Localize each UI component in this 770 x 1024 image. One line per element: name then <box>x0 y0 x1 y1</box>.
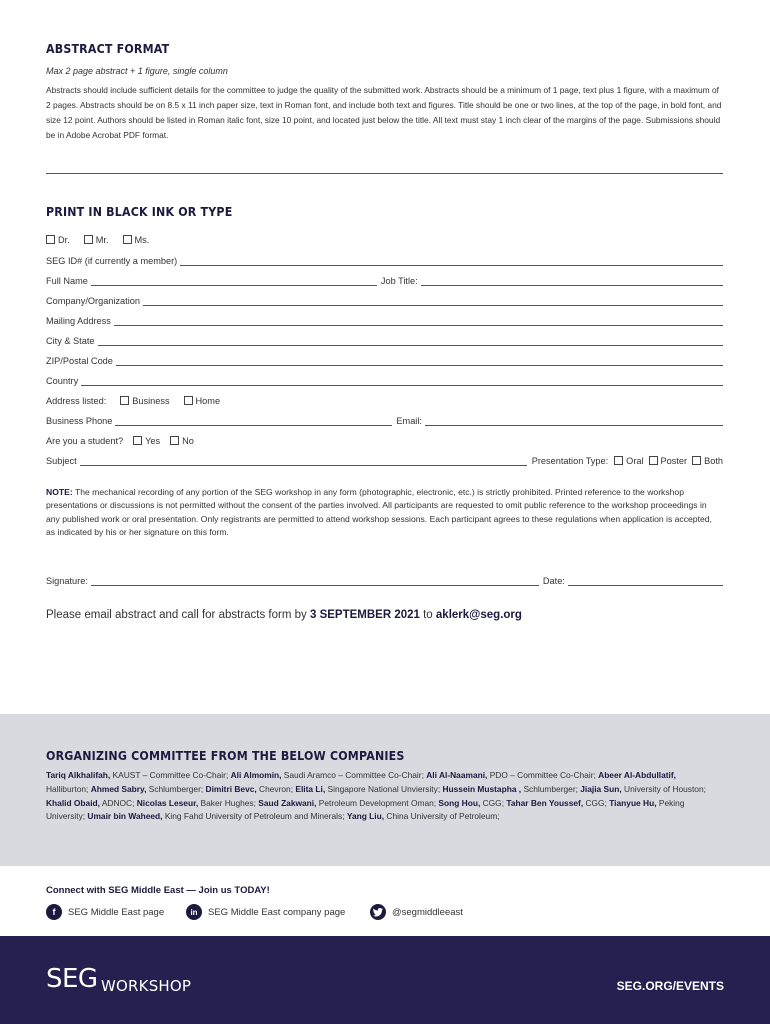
committee-members <box>46 769 706 824</box>
committee-member-name: Jiajia Sun, <box>580 783 622 794</box>
mailing-address-label: Mailing Address <box>46 316 111 326</box>
name-row <box>46 272 723 286</box>
committee-member-name: Tianyue Hu, <box>609 797 657 808</box>
presentation-type-label: Presentation Type: <box>531 456 609 466</box>
presentation-option-poster[interactable]: Poster <box>649 456 688 466</box>
company-row <box>46 292 723 306</box>
seg-logo: SEG <box>46 964 98 994</box>
committee-member-name: Song Hou, <box>438 797 481 808</box>
mailing-row <box>46 312 723 326</box>
email-label: Email: <box>396 416 422 426</box>
company-label: Company/Organization <box>46 296 140 306</box>
committee-member-name: Tahar Ben Youssef, <box>506 797 584 808</box>
title-options-row <box>46 231 723 245</box>
checkbox-icon[interactable] <box>120 396 129 405</box>
address-option-business[interactable]: Business <box>120 396 169 406</box>
email-field[interactable] <box>425 414 723 426</box>
checkbox-icon[interactable] <box>84 235 93 244</box>
twitter-icon <box>370 904 386 920</box>
committee-member-name: Ali Al-Naamani, <box>426 770 488 780</box>
linkedin-icon: in <box>186 904 202 920</box>
deadline: 3 SEPTEMBER 2021 <box>309 609 420 621</box>
abstract-subheading: Max 2 page abstract + 1 figure, single column <box>46 66 228 76</box>
submission-email-link[interactable]: aklerk@seg.org <box>435 609 522 621</box>
country-label: Country <box>46 376 79 386</box>
checkbox-icon[interactable] <box>170 436 179 445</box>
committee-member-name: Elita Li, <box>295 783 326 794</box>
committee-member-affiliation: Schlumberger; <box>146 783 206 794</box>
full-name-field[interactable] <box>91 274 377 286</box>
checkbox-icon[interactable] <box>692 456 701 465</box>
connect-heading: Connect with SEG Middle East — Join us TODAY! <box>46 885 270 896</box>
note-label: NOTE: <box>46 487 73 497</box>
facebook-icon: f <box>46 904 62 920</box>
city-row <box>46 332 723 346</box>
submission-instructions: Please email abstract and call for abstracts form by 3 SEPTEMBER 2021 to aklerk@seg.org <box>46 609 522 621</box>
student-option-yes[interactable]: Yes <box>133 436 160 446</box>
committee-member-affiliation: Schlumberger; <box>521 783 581 794</box>
company-field[interactable] <box>143 294 723 306</box>
job-title-field[interactable] <box>421 274 723 286</box>
committee-member-affiliation: King Fahd University of Petroleum and Minerals; <box>162 811 347 822</box>
student-label: Are you a student? <box>46 436 124 446</box>
zip-label: ZIP/Postal Code <box>46 356 113 366</box>
abstract-heading: ABSTRACT FORMAT <box>46 42 170 56</box>
committee-member-name: Abeer Al-Abdullatif, <box>598 770 676 780</box>
events-link[interactable]: SEG.ORG/EVENTS <box>616 979 724 993</box>
committee-member-affiliation: CGG; <box>480 797 507 808</box>
committee-member-affiliation: Halliburton; <box>46 783 91 794</box>
facebook-link[interactable]: f SEG Middle East page <box>46 904 164 920</box>
abstract-paragraph: Abstracts should include sufficient details for the committee to judge the quality of the submitted work. Abstracts should be a minimum of 1 page, text plus 1 figure, with a maximum of 2 pages. Abstracts should be on 8.5 x 11 inch paper size, text in Roman font, and include both text and figures. Title should be one or two lines, at the top of the page, in bold font, and size 12 point. Authors should be listed in Roman italic font, size 10 point, and located just below the title. All text must stay 1 inch clear of the margins of the page. Submissions should be in Adobe Acrobat PDF format. <box>46 85 722 140</box>
title-option-ms[interactable]: Ms. <box>123 235 150 245</box>
business-phone-label: Business Phone <box>46 416 113 426</box>
seg-id-label: SEG ID# (if currently a member) <box>46 256 178 266</box>
address-option-home[interactable]: Home <box>184 396 221 406</box>
committee-member-affiliation: Saudi Aramco – Committee Co-Chair; <box>281 770 427 780</box>
committee-member-name: Umair bin Waheed, <box>87 811 163 822</box>
subject-field[interactable] <box>80 454 527 466</box>
signature-field[interactable] <box>91 574 539 586</box>
committee-member-name: Yang Liu, <box>346 811 385 822</box>
country-row <box>46 372 723 386</box>
checkbox-icon[interactable] <box>133 436 142 445</box>
committee-member-affiliation: University of Houston; <box>621 783 706 794</box>
committee-member-affiliation: Singapore National Unviersity; <box>325 783 443 794</box>
checkbox-icon[interactable] <box>614 456 623 465</box>
address-listed-row <box>46 392 723 406</box>
form-heading: PRINT IN BLACK INK OR TYPE <box>46 205 233 219</box>
workshop-logo-text: WORKSHOP <box>101 977 192 995</box>
committee-member-name: Ali Almomin, <box>230 770 282 780</box>
presentation-option-oral[interactable]: Oral <box>614 456 643 466</box>
full-name-label: Full Name <box>46 276 88 286</box>
committee-member-affiliation: Chevron; <box>256 783 296 794</box>
subject-label: Subject <box>46 456 77 466</box>
student-row <box>46 432 723 446</box>
city-state-label: City & State <box>46 336 95 346</box>
committee-member-name: Nicolas Leseur, <box>136 797 199 808</box>
committee-member-affiliation: Peking University; <box>46 797 685 822</box>
note-paragraph <box>46 486 722 540</box>
committee-section <box>0 714 770 866</box>
date-field[interactable] <box>568 574 723 586</box>
subject-row <box>46 452 723 466</box>
zip-field[interactable] <box>116 354 723 366</box>
business-phone-field[interactable] <box>115 414 392 426</box>
committee-member-affiliation: KAUST – Committee Co-Chair; <box>110 770 231 780</box>
note-text: The mechanical recording of any portion of the SEG workshop in any form (photographic, electronic, etc.) is strictly prohibited. Printed reference to the workshop presentations or discussions is not permitted without the consent of the parties involved. All participants are requested to omit public reference to the workshop proceedings in any published work or oral presentation. Only registrants are permitted to attend workshop sessions. Each participant agrees to these regulations when application is accepted, as indicated by his or her signature on this form. <box>46 487 712 538</box>
title-option-mr[interactable]: Mr. <box>84 235 109 245</box>
presentation-option-both[interactable]: Both <box>692 456 723 466</box>
committee-member-name: Hussein Mustapha , <box>442 783 522 794</box>
committee-member-affiliation: Baker Hughes; <box>198 797 259 808</box>
committee-member-name: Saud Zakwani, <box>258 797 317 808</box>
country-field[interactable] <box>81 374 723 386</box>
footer-bar <box>0 936 770 1024</box>
committee-member-name: Khalid Obaid, <box>46 797 100 808</box>
committee-member-affiliation: ADNOC; <box>99 797 137 808</box>
committee-member-affiliation: China University of Petroleum; <box>384 811 500 822</box>
linkedin-link[interactable]: in SEG Middle East company page <box>186 904 345 920</box>
committee-heading: ORGANIZING COMMITTEE FROM THE BELOW COMPANIES <box>46 749 405 763</box>
city-state-field[interactable] <box>98 334 723 346</box>
checkbox-icon[interactable] <box>123 235 132 244</box>
address-listed-label: Address listed: <box>46 396 107 406</box>
student-option-no[interactable]: No <box>170 436 194 446</box>
divider <box>46 173 723 174</box>
committee-member-name: Ahmed Sabry, <box>90 783 147 794</box>
committee-member-affiliation: PDO – Committee Co-Chair; <box>487 770 599 780</box>
title-option-dr[interactable]: Dr. <box>46 235 70 245</box>
committee-member-affiliation: CGG; <box>583 797 610 808</box>
checkbox-icon[interactable] <box>46 235 55 244</box>
phone-row <box>46 412 723 426</box>
signature-label: Signature: <box>46 576 88 586</box>
twitter-link[interactable]: @segmiddleeast <box>370 904 463 920</box>
signature-row <box>46 572 723 586</box>
mailing-address-field[interactable] <box>114 314 723 326</box>
committee-member-name: Dimitri Bevc, <box>205 783 257 794</box>
date-label: Date: <box>542 576 565 586</box>
committee-member-name: Tariq Alkhalifah, <box>46 770 111 780</box>
checkbox-icon[interactable] <box>649 456 658 465</box>
seg-id-field[interactable] <box>180 254 723 266</box>
committee-member-affiliation: Petroleum Development Oman; <box>316 797 439 808</box>
checkbox-icon[interactable] <box>184 396 193 405</box>
zip-row <box>46 352 723 366</box>
job-title-label: Job Title: <box>380 276 418 286</box>
seg-id-row <box>46 252 723 266</box>
